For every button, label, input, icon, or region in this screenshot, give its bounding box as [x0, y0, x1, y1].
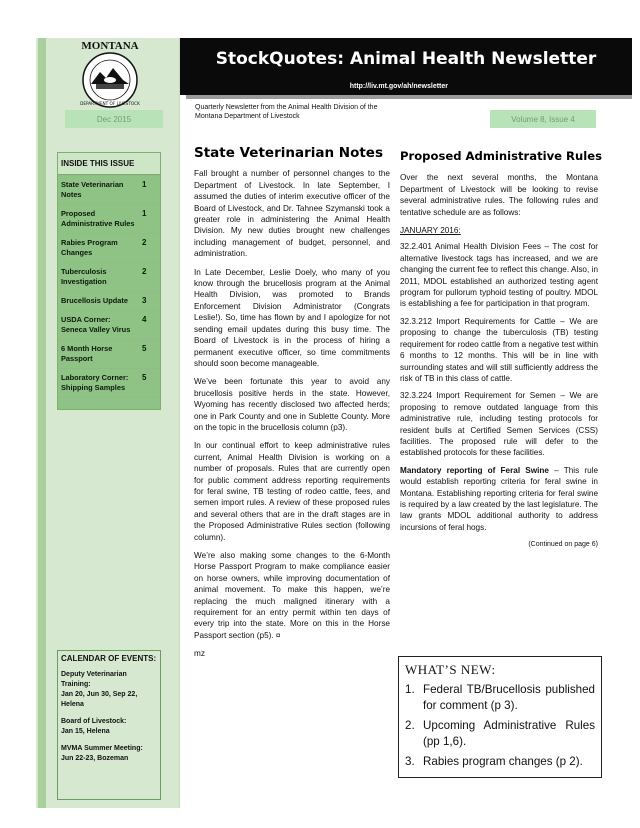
event-when: Jun 22-23, Bozeman: [61, 755, 129, 762]
sidebar-accent-stripe: [38, 38, 46, 808]
article-paragraph: Fall brought a number of personnel changes to the Department of Livestock. In late September, I assumed the duties of interim executive officer of the Board of Livestock, and Dr. Tahnee Szymanski took a greater role in administering the Animal Health Division. My new duties brought new challenges including management of budget, personnel, and administration.: [194, 169, 390, 259]
rule-text: – We are proposing to change the tuberculosis (TB) testing requirement for rodeo cattle from a negative test within 6 months to 12 months. This will be in line with surrounding states and will still sufficiently address the risk of TB in this class of cattle.: [400, 316, 598, 383]
calendar-event: [61, 717, 157, 737]
toc-item-page: 5: [142, 373, 147, 382]
item-text: Upcoming Administrative Rules (pp 1,6).: [423, 719, 595, 748]
inside-this-issue-box: [57, 152, 161, 410]
toc-item-page: 4: [142, 315, 147, 324]
toc-item-name: Rabies Program Changes: [61, 238, 118, 257]
proposed-rules-article: [400, 148, 602, 551]
inside-title: INSIDE THIS ISSUE: [58, 153, 160, 175]
toc-item-name: Proposed Administrative Rules: [61, 209, 135, 228]
toc-item-name: State Veterinarian Notes: [61, 180, 124, 199]
event-name: MVMA Summer Meeting:: [61, 745, 143, 752]
continued-note: (Continued on page 6): [528, 541, 598, 549]
toc-row[interactable]: [58, 204, 160, 233]
item-text: Federal TB/Brucellosis published for comment (p 3).: [423, 683, 595, 712]
newsletter-title-bar: [180, 38, 632, 80]
article-paragraph: In our continual effort to keep administrative rules current, Animal Health Division is working on a number of proposals. Rules that are currently open for public comment address reporting requirements for feral swine, TB testing of rodeo cattle, fees, and semen import rules. A review of these proposed rules and several others that are in the draft stages are in the Proposed Administrative Rules section (following column).: [194, 441, 390, 542]
item-text: Rabies program changes (p 2).: [423, 755, 583, 768]
logo-title: MONTANA: [81, 40, 139, 52]
event-when: Jan 20, Jun 30, Sep 22, Helena: [61, 691, 138, 708]
toc-row[interactable]: [58, 339, 160, 368]
toc-row[interactable]: [58, 291, 160, 310]
whats-new-box: [398, 656, 602, 778]
rule-item: [400, 316, 598, 384]
toc-item-name: USDA Corner: Seneca Valley Virus: [61, 315, 131, 334]
toc-row[interactable]: [58, 175, 160, 204]
event-name: Board of Livestock:: [61, 718, 127, 725]
item-number: 2.: [405, 719, 415, 732]
rule-item: [400, 390, 598, 458]
calendar-event: [61, 670, 157, 710]
toc-item-name: Brucellosis Update: [61, 296, 128, 305]
article-paragraph: We’ve been fortunate this year to avoid any brucellosis positive herds in the state. However, Wyoming has recently disclosed two affected herds; one in Park County and one in Sublette County. More on the topic in the brucellosis column (p3).: [194, 377, 390, 432]
calendar-of-events: [57, 650, 161, 800]
article-paragraph: Over the next several months, the Montana Department of Livestock will be looking to revise several administrative rules. The following rules and tentative schedule are as follows:: [400, 173, 598, 217]
event-when: Jan 15, Helena: [61, 728, 110, 735]
article-heading: Proposed Administrative Rules: [400, 149, 602, 163]
toc-row[interactable]: [58, 233, 160, 262]
newsletter-title: StockQuotes: Animal Health Newsletter: [215, 49, 597, 69]
article-paragraph: We’re also making some changes to the 6-Month Horse Passport Program to make compliance easier on horse owners, while improving documentation of animal movement. To make this happen, we’re replacing the much maligned itinerary with a requirement for an entry permit within ten days of every trip into the state. More on this in the Horse Passport section (p5). ¤: [194, 551, 390, 640]
toc-row[interactable]: [58, 262, 160, 291]
toc-item-name: 6 Month Horse Passport: [61, 344, 113, 363]
rule-item: [400, 465, 598, 533]
rule-title: 32.2.401 Animal Health Division Fees: [400, 242, 541, 252]
item-number: 3.: [405, 755, 415, 768]
toc-item-page: 1: [142, 209, 147, 218]
volume-issue: Volume 8, Issue 4: [490, 110, 596, 128]
rule-title: 32.3.224 Import Requirement for Semen: [400, 391, 556, 401]
calendar-event: [61, 744, 157, 764]
article-signoff: mz: [194, 649, 205, 659]
article-heading: State Veterinarian Notes: [194, 145, 383, 161]
logo-caption: DEPARTMENT OF LIVESTOCK: [80, 101, 140, 106]
newsletter-url[interactable]: http://liv.mt.gov/ah/newsletter: [180, 80, 632, 95]
toc-row[interactable]: [58, 368, 160, 397]
calendar-title: CALENDAR OF EVENTS:: [61, 654, 157, 663]
rule-item: [400, 241, 598, 309]
article-paragraph: In Late December, Leslie Doely, who many of you know through the brucellosis program at the Animal Health Division, was promoted to Brands Enforcement Division Administrator (Congrats Leslie!). So, time has flown by and I apologize for not sending email updates during this busy time. The Board of Livestock is in the process of hiring a permanent executive officer, so time commitments should soon become manageable.: [194, 267, 390, 368]
whats-new-item: [405, 682, 595, 714]
item-number: 1.: [405, 683, 415, 696]
toc-item-name: Tuberculosis Investigation: [61, 267, 107, 286]
toc-item-page: 3: [142, 296, 147, 305]
toc-item-name: Laboratory Corner: Shipping Samples: [61, 373, 129, 392]
toc-item-page: 5: [142, 344, 147, 353]
toc-item-page: 1: [142, 180, 147, 189]
state-vet-notes-article: [194, 145, 390, 660]
schedule-month-text: JANUARY 2016: [400, 226, 459, 236]
rule-title: 32.3.212 Import Requirements for Cattle: [400, 316, 556, 326]
whats-new-item: [405, 718, 595, 750]
toc-item-page: 2: [142, 238, 147, 247]
issue-date: Dec 2015: [65, 110, 163, 128]
rule-text: – We are proposing to remove outdated language from this administrative rule, including testing protocols for resident bulls at Certified Semen Services (CSS) facilities. The proposed rule will defer to the established protocols for these facilities.: [400, 391, 598, 458]
event-name: Deputy Veterinarian Training:: [61, 671, 127, 688]
whats-new-item: [405, 754, 595, 770]
toc-item-page: 2: [142, 267, 147, 276]
newsletter-subtitle: Quarterly Newsletter from the Animal Health Division of the Montana Department of Livestock: [195, 104, 378, 120]
toc-row[interactable]: [58, 310, 160, 339]
whats-new-title: WHAT’S NEW:: [405, 662, 496, 677]
rule-title: Mandatory reporting of Feral Swine: [400, 465, 549, 475]
title-bar-shadow: [186, 95, 632, 99]
schedule-month: JANUARY 2016:: [400, 226, 461, 236]
rule-text: – This rule would establish reporting criteria for feral swine in Montana. Establishing reporting criteria for feral swine is required by a law created by the last legislature. The law grants MDOL additional authority to address incursions of feral hogs.: [400, 465, 598, 532]
toc-footer-spacer: [58, 397, 160, 409]
montana-dol-logo: [58, 38, 162, 112]
rule-text: – The cost for alternative livestock tags has increased, and we are changing the current fee to reflect this change. Also, in 2011, MDOL established an authorized testing agent program for pullorum typhoid testing of poultry. MDOL is establishing a fee for participation in that program.: [400, 242, 599, 309]
